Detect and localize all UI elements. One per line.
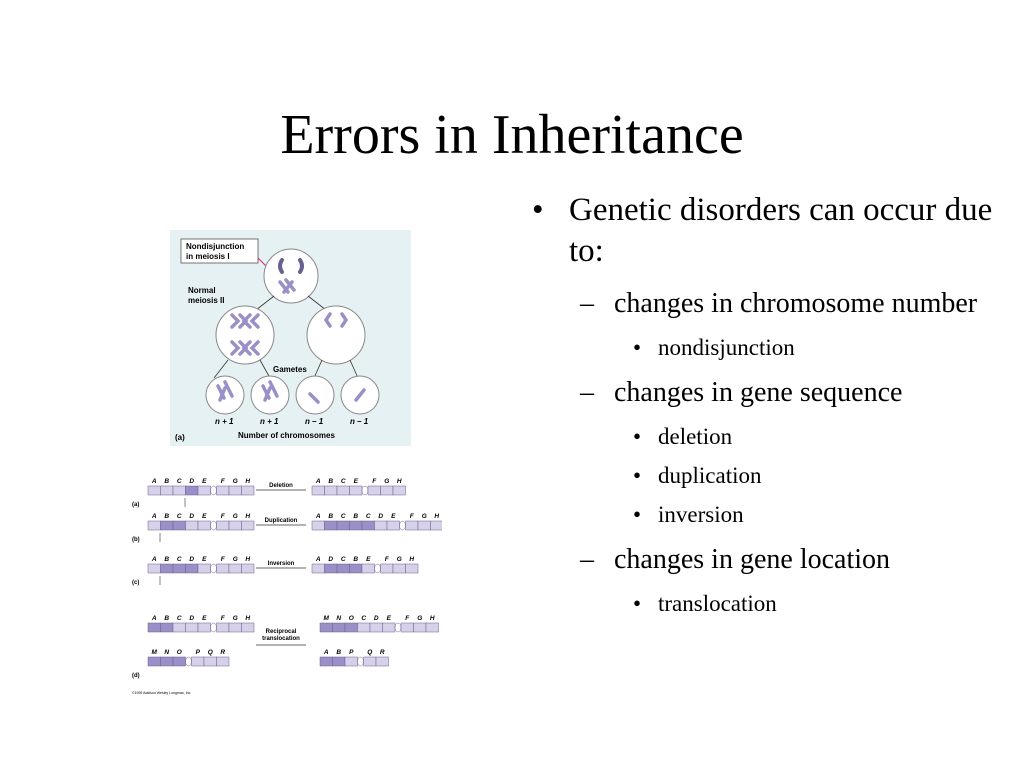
parent-cell <box>264 249 318 303</box>
chromosome-segment <box>375 521 388 530</box>
chromosome-segment <box>325 564 338 573</box>
centromere <box>211 564 217 573</box>
panel-label: (b) <box>132 537 140 543</box>
operation-label: Reciprocal <box>265 629 297 635</box>
callout-line-1: Nondisjunction <box>186 242 245 251</box>
segment-letter: N <box>336 615 342 622</box>
sub-subbullet: • duplication <box>633 463 762 488</box>
segment-letter: E <box>202 513 207 520</box>
chromosome-segment <box>406 521 419 530</box>
segment-letter: F <box>384 556 389 563</box>
sub-subbullet-text: deletion <box>658 424 733 449</box>
segment-letter: D <box>328 556 334 563</box>
segment-letter: E <box>391 513 396 520</box>
chromosome-segment <box>217 657 230 666</box>
centromere <box>186 657 192 666</box>
chromosome-segment <box>173 564 186 573</box>
chromosome-segment <box>350 521 363 530</box>
chromosome-segment <box>242 486 255 495</box>
meiosis2-cell-right <box>307 306 365 364</box>
chromosome-segment <box>320 657 333 666</box>
chromosome-segment <box>345 623 358 632</box>
count-1: n + 1 <box>215 417 234 426</box>
sub-subbullet: • nondisjunction <box>633 335 795 360</box>
panel-label: (a) <box>132 502 140 508</box>
chromosome-segment <box>325 521 338 530</box>
segment-letter: G <box>232 615 238 622</box>
segment-letter: F <box>220 478 225 485</box>
chromosome-segment <box>161 564 174 573</box>
segment-letter: H <box>409 556 415 563</box>
chromosome-segment <box>362 521 375 530</box>
segment-letter: G <box>421 513 427 520</box>
chromosome-segment <box>337 521 350 530</box>
slide-title: Errors in Inheritance <box>280 104 744 166</box>
chromosome-segment <box>381 486 394 495</box>
segment-letter: C <box>340 556 346 563</box>
chromosome-segment <box>186 521 199 530</box>
sub-subbullet-text: duplication <box>658 463 762 488</box>
segment-letter: A <box>151 478 157 485</box>
chromosome-segment <box>148 521 161 530</box>
segment-letter: Q <box>207 649 213 656</box>
panel-a-label: (a) <box>175 433 185 442</box>
segment-letter: C <box>176 513 182 520</box>
chromosome-segment <box>198 521 211 530</box>
bullet-list <box>532 190 1012 628</box>
segment-letter: C <box>176 478 182 485</box>
segment-letter: B <box>164 478 170 485</box>
meiosis2-cell-left <box>216 306 274 364</box>
chromosome-segment <box>312 486 325 495</box>
chromosome-segment <box>418 521 431 530</box>
chromosome-segment <box>229 521 242 530</box>
gametes-label: Gametes <box>273 365 307 374</box>
segment-letter: F <box>220 513 225 520</box>
panel-label: (d) <box>132 673 140 679</box>
centromere <box>211 521 217 530</box>
segment-letter: B <box>164 556 170 563</box>
segment-letter: H <box>245 478 251 485</box>
segment-letter: C <box>365 513 371 520</box>
chromosome-segment <box>148 564 161 573</box>
segment-letter: E <box>353 478 358 485</box>
segment-letter: R <box>379 649 385 656</box>
chromosome-segment <box>173 486 186 495</box>
chromosome-segment <box>364 657 377 666</box>
segment-letter: B <box>164 513 170 520</box>
chromosome-segment <box>414 623 427 632</box>
segment-letter: R <box>220 649 226 656</box>
operation-label: Deletion <box>269 483 293 489</box>
segment-letter: F <box>409 513 414 520</box>
chromosome-segment <box>431 521 443 530</box>
chromosome-segment <box>198 564 211 573</box>
segment-letter: A <box>315 556 321 563</box>
chromosome-segment <box>387 521 400 530</box>
segment-letter: D <box>189 615 195 622</box>
chromosome-segment <box>337 486 350 495</box>
chromosome-segment <box>148 623 161 632</box>
chromosome-segment <box>333 623 346 632</box>
axis-label: Number of chromosomes <box>238 431 335 440</box>
segment-letter: P <box>349 649 354 656</box>
centromere <box>362 486 368 495</box>
segment-letter: M <box>323 615 329 622</box>
subbullet-text: changes in gene sequence <box>614 377 903 408</box>
segment-letter: B <box>353 556 359 563</box>
copyright-note: ©1999 Addison Wesley Longman, Inc. <box>132 691 192 695</box>
centromere <box>358 657 364 666</box>
count-4: n – 1 <box>350 417 369 426</box>
chromosome-segment <box>362 564 375 573</box>
segment-letter: B <box>164 615 170 622</box>
chromosome-segment <box>320 623 333 632</box>
centromere <box>211 486 217 495</box>
chromosome-segment <box>217 623 230 632</box>
segment-letter: H <box>245 556 251 563</box>
segment-letter: A <box>315 478 321 485</box>
chromosome-segment <box>426 623 439 632</box>
segment-letter: E <box>202 615 207 622</box>
chromosome-segment <box>358 623 371 632</box>
segment-letter: E <box>366 556 371 563</box>
segment-letter: Q <box>367 649 373 656</box>
chromosome-segment <box>198 486 211 495</box>
segment-letter: D <box>189 556 195 563</box>
sub-subbullet: • translocation <box>633 591 777 616</box>
chromosome-segment <box>345 657 358 666</box>
chromosome-mutation-figure <box>130 474 442 698</box>
subbullet-text: changes in chromosome number <box>614 288 978 319</box>
segment-letter: F <box>220 556 225 563</box>
segment-letter: G <box>384 478 390 485</box>
chromosome-segment <box>229 486 242 495</box>
subbullet: – changes in chromosome number <box>580 288 978 319</box>
sub-subbullet: • deletion <box>633 424 733 449</box>
chromosome-segment <box>161 657 174 666</box>
chromosome-segment <box>325 486 338 495</box>
segment-letter: F <box>405 615 410 622</box>
segment-letter: G <box>232 556 238 563</box>
chromosome-segment <box>229 564 242 573</box>
count-3: n – 1 <box>305 417 324 426</box>
operation-label: Inversion <box>267 561 295 567</box>
sub-subbullet: • inversion <box>633 502 744 527</box>
segment-letter: E <box>202 556 207 563</box>
segment-letter: C <box>176 615 182 622</box>
subbullet-text: changes in gene location <box>614 544 891 575</box>
callout-line-2: in meiosis I <box>186 252 230 261</box>
sub-subbullet-text: nondisjunction <box>658 335 795 360</box>
segment-letter: H <box>434 513 440 520</box>
segment-letter: A <box>323 649 329 656</box>
sub-subbullet-text: inversion <box>658 502 744 527</box>
segment-letter: A <box>151 615 157 622</box>
chromosome-segment <box>229 623 242 632</box>
chromosome-segment <box>242 521 255 530</box>
chromosome-segment <box>148 657 161 666</box>
segment-letter: N <box>164 649 170 656</box>
chromosome-segment <box>186 623 199 632</box>
chromosome-segment <box>242 564 255 573</box>
segment-letter: B <box>328 478 334 485</box>
chromosome-segment <box>393 486 406 495</box>
segment-letter: A <box>315 513 321 520</box>
segment-letter: E <box>202 478 207 485</box>
segment-letter: G <box>232 478 238 485</box>
chromosome-segment <box>217 521 230 530</box>
centromere <box>400 521 406 530</box>
operation-label: translocation <box>262 636 300 642</box>
segment-letter: C <box>340 478 346 485</box>
segment-letter: E <box>386 615 391 622</box>
chromosome-segment <box>406 564 419 573</box>
chromosome-segment <box>186 564 199 573</box>
bullet-main: • Genetic disorders can occur due to: <box>532 192 993 269</box>
chromosome-segment <box>161 623 174 632</box>
segment-letter: F <box>372 478 377 485</box>
operation-label: Duplication <box>264 518 298 524</box>
segment-letter: D <box>189 513 195 520</box>
normal-label-1: Normal <box>188 286 216 295</box>
bullet-main-text: Genetic disorders can occur due to: <box>569 192 993 269</box>
chromosome-segment <box>383 623 396 632</box>
segment-letter: H <box>245 513 251 520</box>
subbullet: – changes in gene sequence <box>580 377 903 408</box>
segment-letter: G <box>417 615 423 622</box>
chromosome-segment <box>173 657 186 666</box>
nondisjunction-figure <box>170 230 411 446</box>
count-2: n + 1 <box>260 417 279 426</box>
segment-letter: H <box>429 615 435 622</box>
chromosome-segment <box>350 486 363 495</box>
segment-letter: C <box>176 556 182 563</box>
chromosome-segment <box>173 623 186 632</box>
chromosome-segment <box>173 521 186 530</box>
segment-letter: M <box>151 649 157 656</box>
segment-letter: H <box>396 478 402 485</box>
segment-letter: D <box>378 513 384 520</box>
chromosome-segment <box>161 521 174 530</box>
chromosome-segment <box>350 564 363 573</box>
segment-letter: O <box>348 615 354 622</box>
chromosome-segment <box>368 486 381 495</box>
chromosome-segment <box>217 486 230 495</box>
chromosome-segment <box>401 623 414 632</box>
gamete-3 <box>296 376 334 414</box>
segment-letter: G <box>396 556 402 563</box>
chromosome-segment <box>217 564 230 573</box>
segment-letter: B <box>353 513 359 520</box>
segment-letter: H <box>245 615 251 622</box>
segment-letter: C <box>340 513 346 520</box>
chromosome-segment <box>381 564 394 573</box>
segment-letter: P <box>195 649 200 656</box>
sub-subbullet-text: translocation <box>658 591 777 616</box>
centromere <box>395 623 401 632</box>
normal-label-2: meiosis II <box>188 296 225 305</box>
chromosome-segment <box>186 486 199 495</box>
chromosome-segment <box>333 657 346 666</box>
panel-label: (c) <box>132 580 140 586</box>
chromosome-segment <box>337 564 350 573</box>
chromosome-segment <box>376 657 389 666</box>
centromere <box>211 623 217 632</box>
segment-letter: D <box>373 615 379 622</box>
chromosome-segment <box>192 657 205 666</box>
chromosome-segment <box>161 486 174 495</box>
chromosome-segment <box>204 657 217 666</box>
segment-letter: O <box>176 649 182 656</box>
segment-letter: G <box>232 513 238 520</box>
subbullet: – changes in gene location <box>580 544 891 575</box>
segment-letter: D <box>189 478 195 485</box>
chromosome-segment <box>393 564 406 573</box>
segment-letter: A <box>151 513 157 520</box>
segment-letter: F <box>220 615 225 622</box>
chromosome-segment <box>370 623 383 632</box>
segment-letter: C <box>361 615 367 622</box>
chromosome-segment <box>312 564 325 573</box>
segment-letter: B <box>328 513 334 520</box>
chromosome-segment <box>242 623 255 632</box>
chromosome-segment <box>312 521 325 530</box>
chromosome-segment <box>198 623 211 632</box>
chromosome-segment <box>148 486 161 495</box>
centromere <box>375 564 381 573</box>
segment-letter: A <box>151 556 157 563</box>
segment-letter: B <box>336 649 342 656</box>
